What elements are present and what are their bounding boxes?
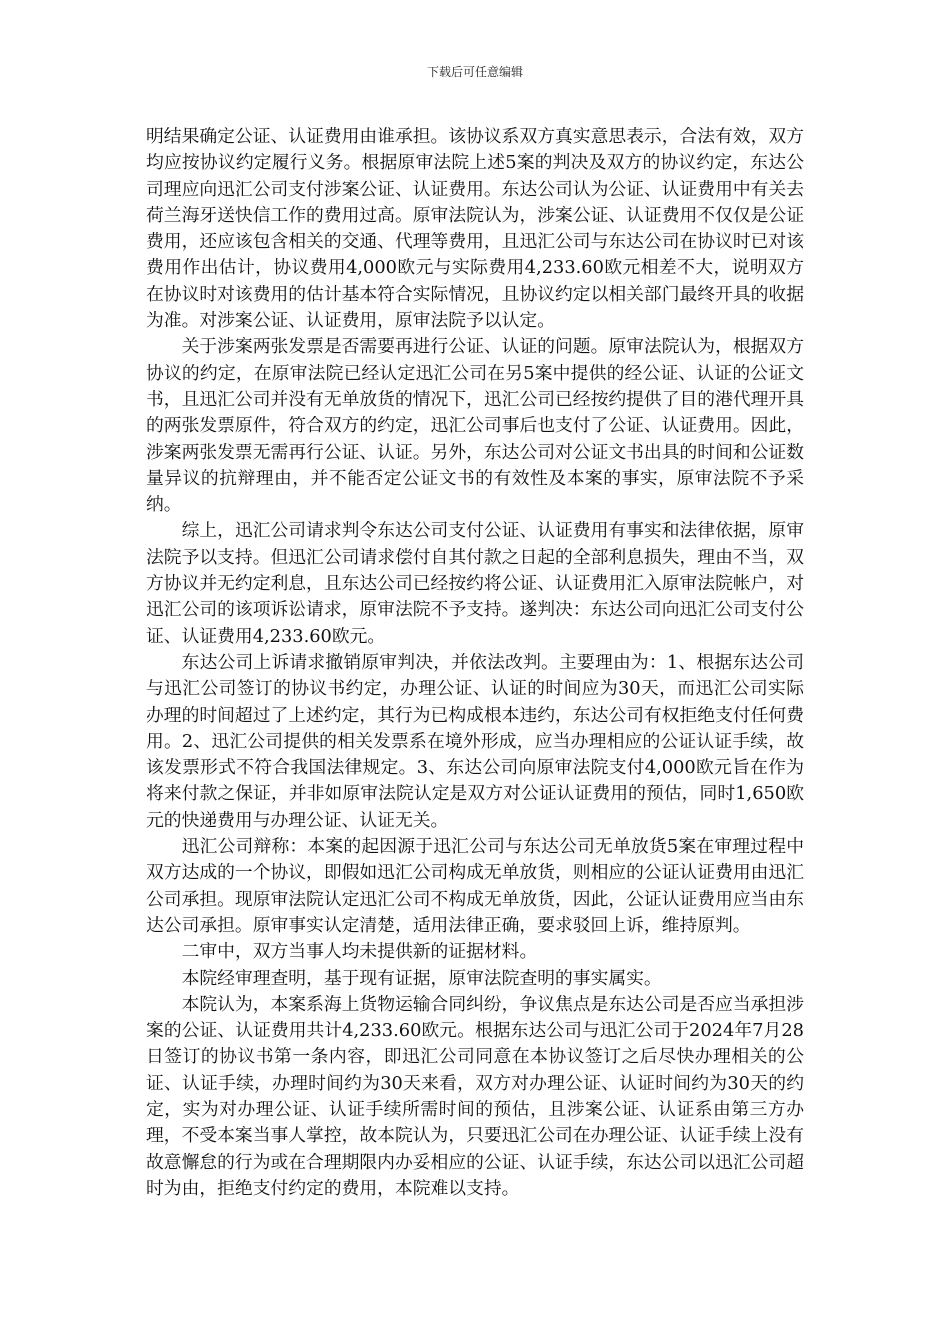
document-body [146, 124, 804, 1202]
paragraph-second-instance: 二审中，双方当事人均未提供新的证据材料。 [181, 941, 538, 963]
paragraph-defense: 迅汇公司辩称：本案的起因源于迅汇公司与东达公司无单放货5案在审理过程中双方达成的一个协议，即假如迅汇公司构成无单放货，则相应的公证认证费用由迅汇公司承担。现原审法院认定迅汇公司不构成无单放货，因此，公证认证费用应当由东达公司承担。原审事实认定清楚，适用法律正确，要求驳回上诉，维持原判。 [146, 836, 804, 936]
paragraph-summary-judgment: 综上，迅汇公司请求判令东达公司支付公证、认证费用有事实和法律依据，原审法院予以支持。但迅汇公司请求偿付自其付款之日起的全部利息损失，理由不当，双方协议并无约定利息，且东达公司已经按约将公证、认证费用汇入原审法院帐户，对迅汇公司的该项诉讼请求，原审法院不予支持。遂判决：东达公司向迅汇公司支付公证、认证费用4,233.60欧元。 [146, 520, 804, 647]
paragraph-appeal-request: 东达公司上诉请求撤销原审判决，并依法改判。主要理由为：1、根据东达公司与迅汇公司签订的协议书约定，办理公证、认证的时间应为30天，而迅汇公司实际办理的时间超过了上述约定，其行为已构成根本违约，东达公司有权拒绝支付任何费用。2、迅汇公司提供的相关发票系在境外形成，应当办理相应的公证认证手续，故该发票形式不符合我国法律规定。3、东达公司向原审法院支付4,000欧元旨在作为将来付款之保证，并非如原审法院认定是双方对公证认证费用的预估，同时1,650欧元的快递费用与办理公证、认证无关。 [146, 651, 804, 831]
paragraph-facts-found: 本院经审理查明，基于现有证据，原审法院查明的事实属实。 [181, 967, 662, 989]
paragraph-court-opinion: 本院认为，本案系海上货物运输合同纠纷，争议焦点是东达公司是否应当承担涉案的公证、认证费用共计4,233.60欧元。根据东达公司与迅汇公司于2024年7月28日签订的协议书第一条内容，即迅汇公司同意在本协议签订之后尽快办理相关的公证、认证手续，办理时间约为30天来看，双方对办理公证、认证时间约为30天的约定，实为对办理公证、认证手续所需时间的预估，且涉案公证、认证系由第三方办理，不受本案当事人掌控，故本院认为，只要迅汇公司在办理公证、认证手续上没有故意懈怠的行为或在合理期限内办妥相应的公证、认证手续，东达公司以迅汇公司超时为由，拒绝支付约定的费用，本院难以支持。 [146, 993, 804, 1199]
paragraph-invoice-notarization: 关于涉案两张发票是否需要再进行公证、认证的问题。原审法院认为，根据双方协议的约定，在原审法院已经认定迅汇公司在另5案中提供的经公证、认证的公证文书，且迅汇公司并没有无单放货的情况下，迅汇公司已经按约提供了目的港代理开具的两张发票原件，符合双方的约定，迅汇公司事后也支付了公证、认证费用。因此，涉案两张发票无需再行公证、认证。另外，东达公司对公证文书出具的时间和公证数量异议的抗辩理由，并不能否定公证文书的有效性及本案的事实，原审法院不予采纳。 [146, 336, 804, 516]
page-header: 下载后可任意编辑 [426, 65, 523, 79]
paragraph-continuation: 明结果确定公证、认证费用由谁承担。该协议系双方真实意思表示，合法有效，双方均应按协议约定履行义务。根据原审法院上述5案的判决及双方的协议约定，东达公司理应向迅汇公司支付涉案公证、认证费用。东达公司认为公证、认证费用中有关去荷兰海牙送快信工作的费用过高。原审法院认为，涉案公证、认证费用不仅仅是公证费用，还应该包含相关的交通、代理等费用，且迅汇公司与东达公司在协议时已对该费用作出估计，协议费用4,000欧元与实际费用4,233.60欧元相差不大，说明双方在协议时对该费用的估计基本符合实际情况，且协议约定以相关部门最终开具的收据为准。对涉案公证、认证费用，原审法院予以认定。 [146, 126, 804, 332]
